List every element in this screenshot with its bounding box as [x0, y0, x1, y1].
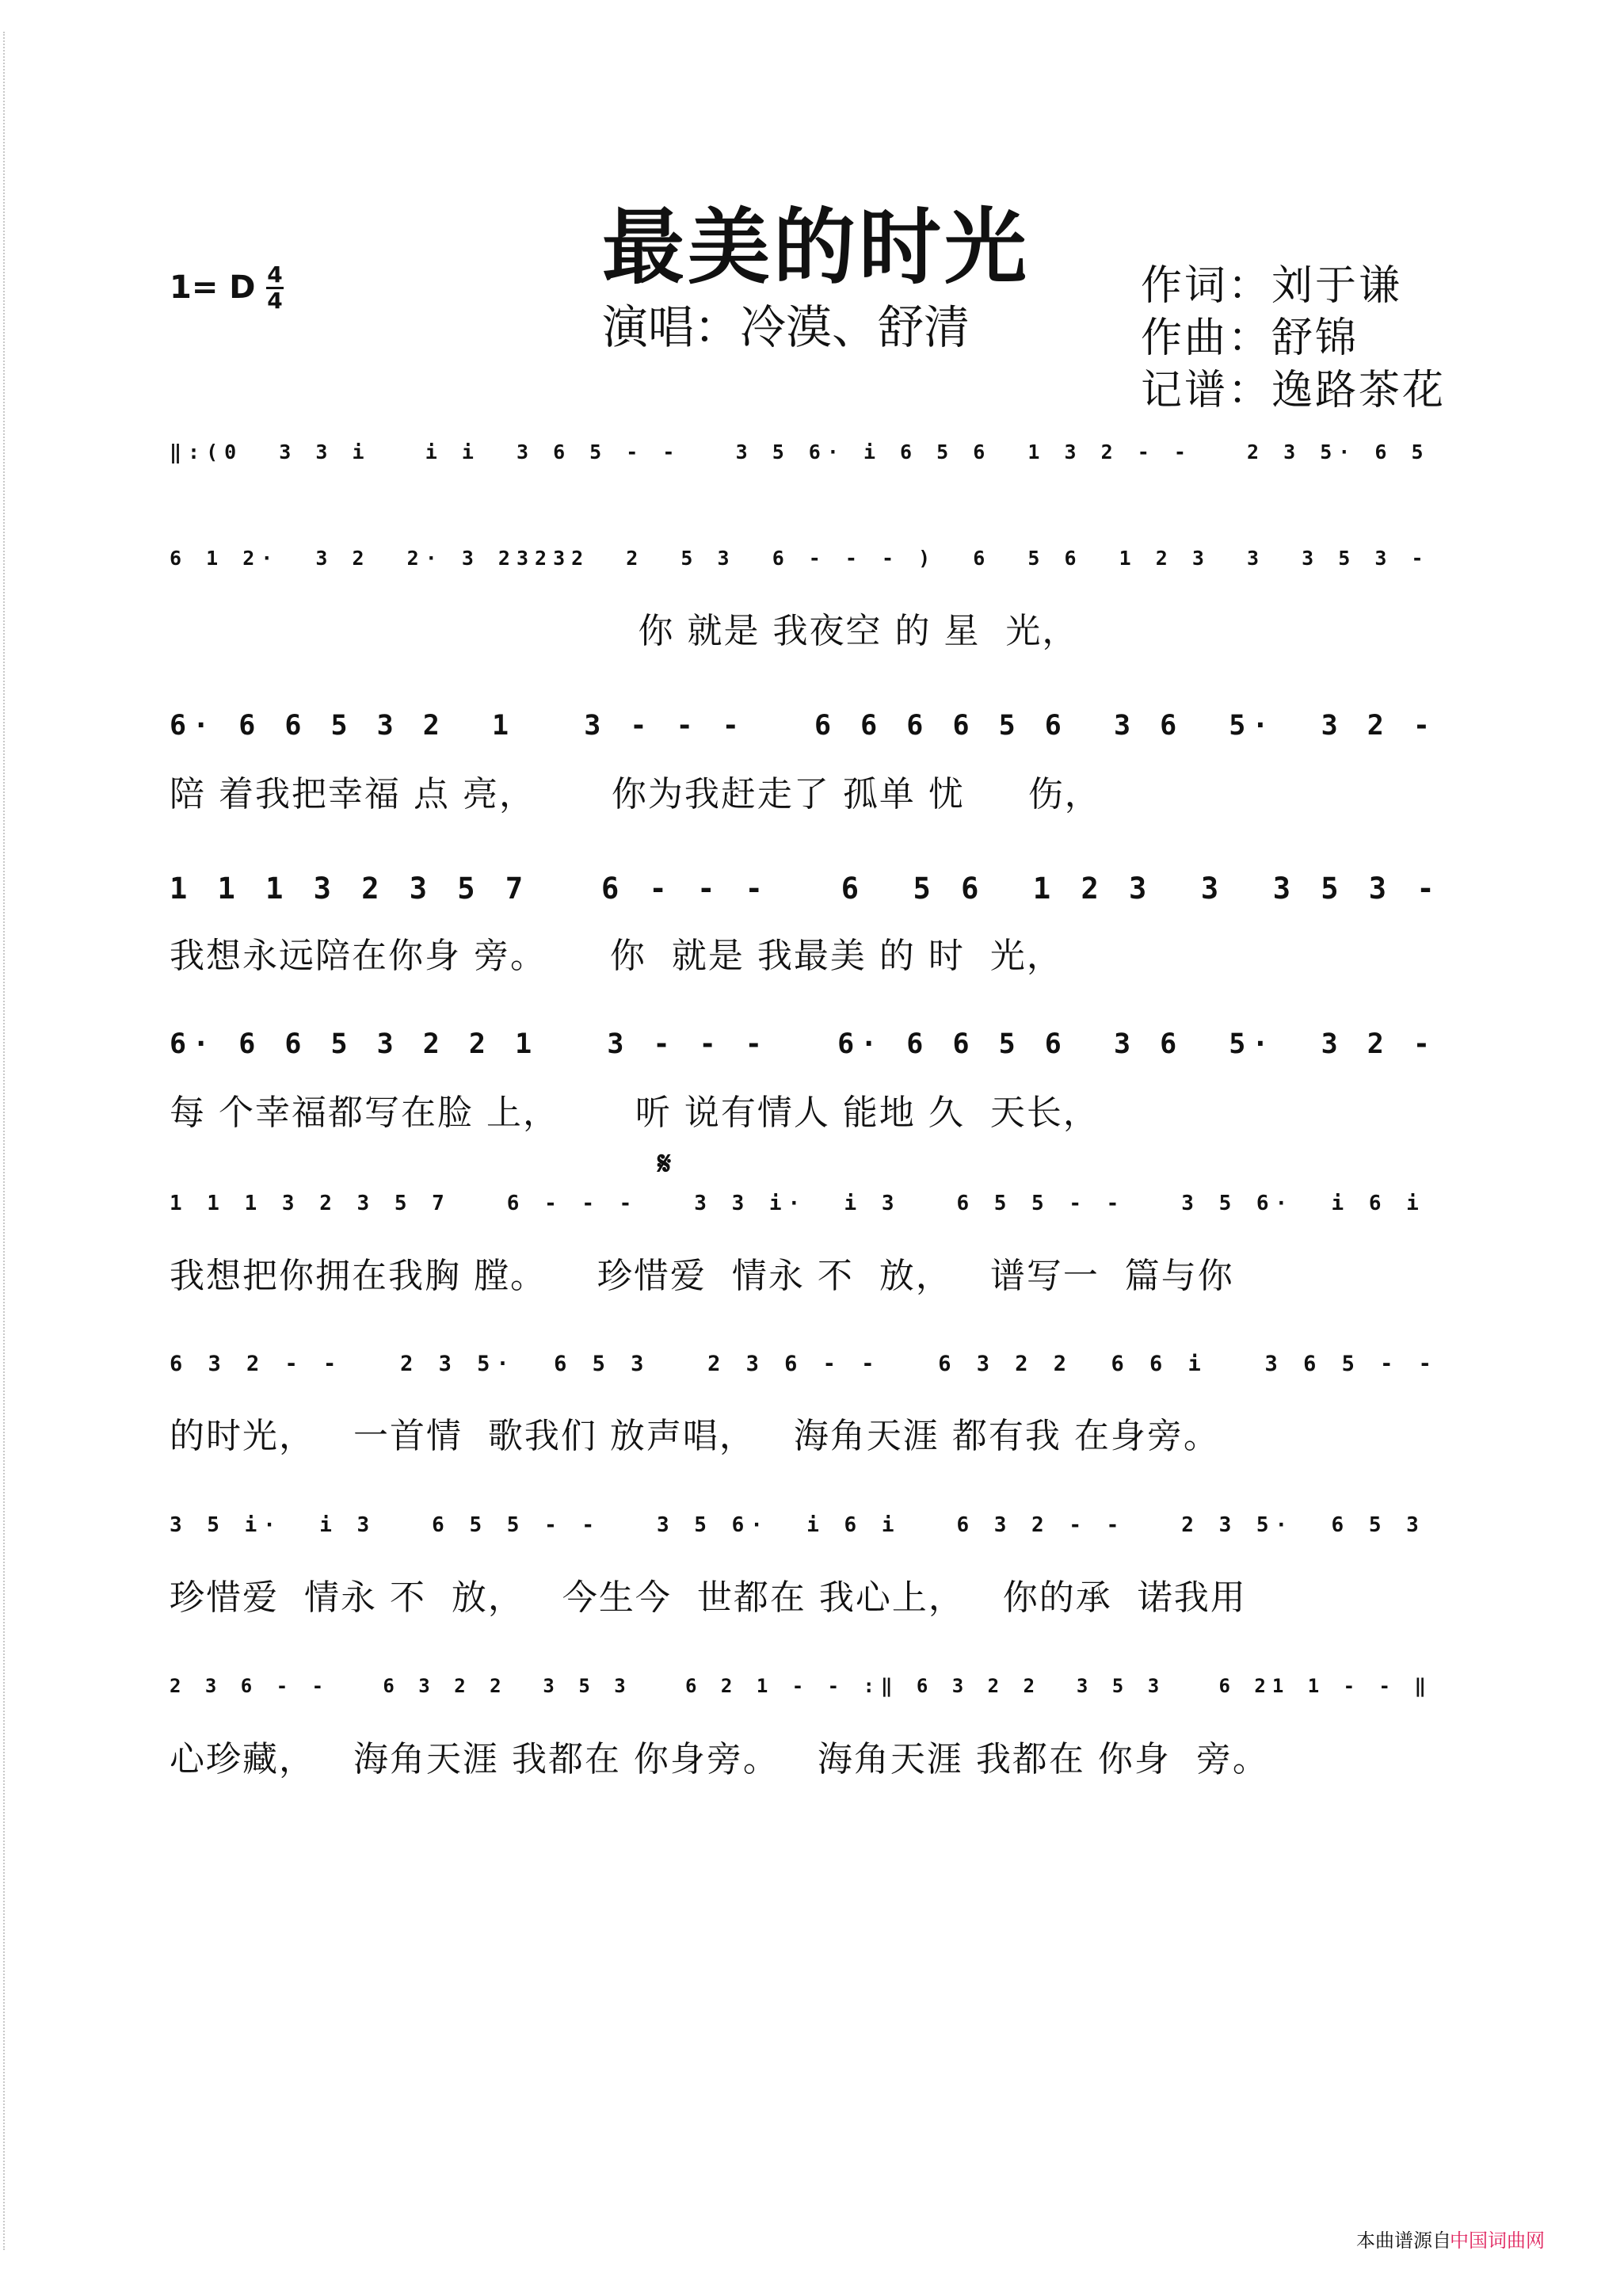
- score-row-7: [170, 1352, 1453, 1456]
- transcriber-credit: 记谱：逸路茶花: [1141, 367, 1447, 414]
- site-link[interactable]: 中国词曲网: [1450, 2230, 1545, 2252]
- song-title: 最美的时光: [602, 199, 1031, 296]
- time-signature-top: 4: [267, 261, 283, 288]
- score-row-5: [170, 1028, 1453, 1133]
- lyricist-credit: 作词：刘于谦: [1141, 262, 1403, 310]
- score-row-4: [170, 872, 1453, 976]
- side-watermark: [3, 32, 13, 2250]
- segno-sign: 𝄋: [658, 1146, 672, 1182]
- lyric-line: 我想把你拥在我胸 膛。 珍惜爱 情永 不 放， 谱写一 篇与你: [170, 1256, 1234, 1296]
- notation-line: ‖:(0 3 3 i i i 3 6 5 - - 3 5 6· i 6 5 6 1 3 2 - - 2 3 5· 6 5: [170, 441, 1430, 463]
- lyric-line: 的时光， 一首情 歌我们 放声唱， 海角天涯 都有我 在身旁。: [170, 1416, 1220, 1456]
- score-row-6: [170, 1192, 1453, 1296]
- composer-credit: 作曲：舒锦: [1141, 315, 1359, 362]
- notation-line: 3 5 i· i 3 6 5 5 - - 3 5 6· i 6 i 6 3 2 - - 2 3 5· 6 5 3: [170, 1513, 1425, 1537]
- lyric-line: 心珍藏， 海角天涯 我都在 你身旁。 海角天涯 我都在 你身 旁。: [170, 1739, 1269, 1779]
- notation-line: 1 1 1 3 2 3 5 7 6 - - - 6 5 6 1 2 3 3 3 5 3 -: [170, 872, 1441, 906]
- score-row-8: [170, 1513, 1453, 1618]
- key-signature: 1= D: [170, 269, 256, 306]
- time-signature: [266, 263, 284, 313]
- source-label: 本曲谱源自: [1356, 2230, 1451, 2252]
- notation-line: 6· 6 6 5 3 2 1 3 - - - 6 6 6 6 5 6 3 6 5· 3 2 -: [170, 710, 1436, 742]
- score-row-2: [170, 547, 1453, 651]
- lyric-line: 珍惜爱 情永 不 放， 今生今 世都在 我心上， 你的承 诺我用: [170, 1577, 1247, 1618]
- score-row-1: [170, 441, 1453, 512]
- notation-line: 6 1 2· 3 2 2· 3 23232 2 5 3 6 - - - ) 6 5 6 1 2 3 3 3 5 3 -: [170, 547, 1430, 570]
- score-row-9: [170, 1675, 1453, 1779]
- score-row-3: [170, 710, 1453, 814]
- singer-credit: 演唱：冷漠、舒清: [602, 300, 970, 354]
- notation-line: 1 1 1 3 2 3 5 7 6 - - - 3 3 i· i 3 6 5 5 - - 3 5 6· i 6 i: [170, 1192, 1425, 1215]
- lyric-line: 陪 着我把幸福 点 亮， 你为我赶走了 孤单 忧 伤，: [170, 774, 1101, 814]
- time-signature-bottom: 4: [267, 288, 283, 314]
- notation-line: 6 3 2 - - 2 3 5· 6 5 3 2 3 6 - - 6 3 2 2 6 6 i 3 6 5 - -: [170, 1352, 1438, 1376]
- notation-line: 2 3 6 - - 6 3 2 2 3 5 3 6 2 1 - - :‖ 6 3 2 2 3 5 3 6 21 1 - - ‖: [170, 1675, 1432, 1697]
- lyric-line: 你 就是 我夜空 的 星 光，: [170, 611, 1079, 651]
- lyric-line: 我想永远陪在你身 旁。 你 就是 我最美 的 时 光，: [170, 936, 1063, 976]
- notation-line: 6· 6 6 5 3 2 2 1 3 - - - 6· 6 6 5 6 3 6 5· 3 2 -: [170, 1028, 1436, 1060]
- lyric-line: 每 个幸福都写在脸 上， 听 说有情人 能地 久 天长，: [170, 1093, 1100, 1133]
